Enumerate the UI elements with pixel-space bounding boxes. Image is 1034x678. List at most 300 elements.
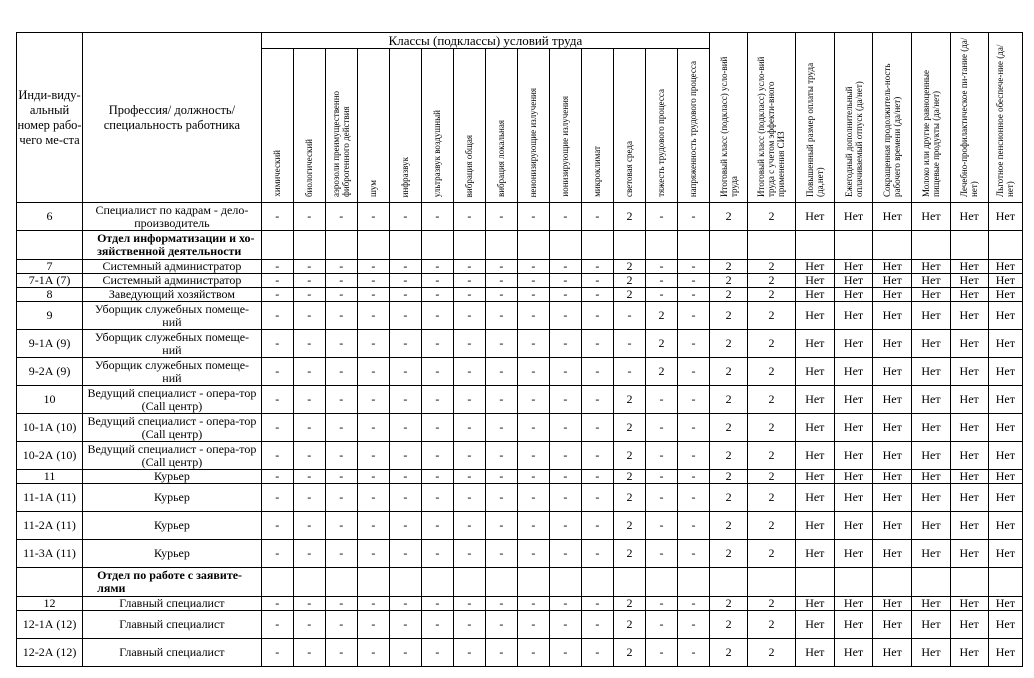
factor-cell: - (549, 414, 581, 442)
factor-cell: 2 (613, 414, 645, 442)
factor-cell: - (581, 330, 613, 358)
factor-cell: - (677, 203, 709, 231)
benefit-cell: Нет (795, 288, 834, 302)
benefit-cell: Нет (834, 302, 872, 330)
factor-cell: - (389, 288, 421, 302)
empty-cell (517, 231, 549, 260)
factor-cell: - (517, 540, 549, 568)
empty-cell (988, 231, 1022, 260)
workplace-number-cell: 12-1А (12) (17, 611, 83, 639)
factor-cell: - (517, 358, 549, 386)
table-row (17, 611, 1023, 639)
header-factor-0: химический (261, 49, 293, 203)
factor-cell: - (677, 386, 709, 414)
empty-cell (873, 231, 912, 260)
factor-cell: - (261, 484, 293, 512)
empty-cell (581, 231, 613, 260)
factor-cell: - (517, 414, 549, 442)
benefit-cell: Нет (912, 302, 950, 330)
factor-cell: - (549, 260, 581, 274)
factor-cell: - (357, 203, 389, 231)
factor-cell: - (261, 203, 293, 231)
factor-cell: - (645, 260, 677, 274)
profession-cell: Системный администратор (83, 274, 262, 288)
factor-cell: - (453, 358, 485, 386)
workplace-number-cell: 8 (17, 288, 83, 302)
factor-cell: - (421, 639, 453, 667)
benefit-cell: Нет (873, 302, 912, 330)
workplace-number-cell: 11-2А (11) (17, 512, 83, 540)
factor-cell: 2 (613, 611, 645, 639)
table-row (17, 512, 1023, 540)
factor-cell: - (677, 274, 709, 288)
factor-cell: - (325, 540, 357, 568)
factor-cell: - (645, 288, 677, 302)
header-factor-13: напряженность трудового процесса (677, 49, 709, 203)
profession-cell: Уборщик служебных помеще-ний (83, 358, 262, 386)
factor-cell: - (517, 330, 549, 358)
benefit-cell: Нет (988, 470, 1022, 484)
benefit-cell: Нет (912, 639, 950, 667)
factor-cell: - (549, 330, 581, 358)
factor-cell: - (357, 302, 389, 330)
header-factor-11: световая среда (613, 49, 645, 203)
header-factor-7: вибрация локальная (485, 49, 517, 203)
section-row (17, 568, 1023, 597)
factor-cell: - (421, 203, 453, 231)
factor-cell: - (325, 288, 357, 302)
empty-cell (645, 231, 677, 260)
factor-cell: - (325, 302, 357, 330)
factor-cell: - (645, 484, 677, 512)
empty-cell (517, 568, 549, 597)
benefit-cell: Нет (988, 274, 1022, 288)
factor-cell: - (357, 470, 389, 484)
final-class-cell: 2 (748, 597, 796, 611)
empty-cell (549, 568, 581, 597)
factor-cell: - (453, 442, 485, 470)
benefit-cell: Нет (873, 330, 912, 358)
factor-cell: - (357, 639, 389, 667)
factor-cell: - (517, 484, 549, 512)
benefit-cell: Нет (834, 203, 872, 231)
factor-cell: - (645, 442, 677, 470)
benefit-cell: Нет (834, 414, 872, 442)
benefit-cell: Нет (873, 597, 912, 611)
benefit-cell: Нет (988, 330, 1022, 358)
factor-cell: - (293, 414, 325, 442)
final-class-cell: 2 (748, 386, 796, 414)
factor-cell: - (517, 288, 549, 302)
factor-cell: - (581, 288, 613, 302)
profession-cell: Заведующий хозяйством (83, 288, 262, 302)
factor-cell: - (421, 414, 453, 442)
final-class-cell: 2 (748, 611, 796, 639)
final-class-cell: 2 (748, 330, 796, 358)
benefit-cell: Нет (873, 512, 912, 540)
factor-cell: - (293, 203, 325, 231)
factor-cell: - (293, 512, 325, 540)
header-extra-1: Итоговый класс (подкласс) усло-вий труда с учетом эффекти-вного применения СИЗ (748, 33, 796, 203)
final-class-cell: 2 (710, 302, 748, 330)
factor-cell: - (549, 288, 581, 302)
factor-cell: - (325, 330, 357, 358)
factor-cell: - (549, 484, 581, 512)
factor-cell: - (453, 386, 485, 414)
empty-cell (677, 231, 709, 260)
factor-cell: - (421, 260, 453, 274)
factor-cell: 2 (613, 639, 645, 667)
factor-cell: 2 (645, 330, 677, 358)
factor-cell: - (453, 597, 485, 611)
benefit-cell: Нет (834, 639, 872, 667)
empty-cell (795, 231, 834, 260)
factor-cell: - (389, 597, 421, 611)
factor-cell: - (261, 442, 293, 470)
workplace-number-cell: 10-2А (10) (17, 442, 83, 470)
factor-cell: - (581, 442, 613, 470)
factor-cell: - (645, 597, 677, 611)
header-factor-1: биологический (293, 49, 325, 203)
factor-cell: - (485, 470, 517, 484)
factor-cell: - (293, 611, 325, 639)
final-class-cell: 2 (710, 512, 748, 540)
profession-cell: Ведущий специалист - опера-тор (Call центр) (83, 386, 262, 414)
benefit-cell: Нет (950, 540, 988, 568)
factor-cell: - (261, 386, 293, 414)
benefit-cell: Нет (834, 274, 872, 288)
factor-cell: - (389, 260, 421, 274)
header-extra-7: Льготное пенсионное обеспече-ние (да/нет) (988, 33, 1022, 203)
factor-cell: - (677, 358, 709, 386)
factor-cell: - (293, 260, 325, 274)
workplace-number-cell: 10 (17, 386, 83, 414)
factor-cell: - (389, 302, 421, 330)
factor-cell: - (549, 540, 581, 568)
factor-cell: - (485, 330, 517, 358)
benefit-cell: Нет (834, 442, 872, 470)
factor-cell: - (677, 288, 709, 302)
empty-cell (795, 568, 834, 597)
factor-cell: - (293, 302, 325, 330)
header-factor-5: ультразвук воздушный (421, 49, 453, 203)
final-class-cell: 2 (748, 442, 796, 470)
benefit-cell: Нет (988, 358, 1022, 386)
factor-cell: - (421, 611, 453, 639)
profession-cell: Главный специалист (83, 597, 262, 611)
empty-cell (293, 231, 325, 260)
final-class-cell: 2 (710, 442, 748, 470)
profession-cell: Главный специалист (83, 611, 262, 639)
factor-cell: - (549, 302, 581, 330)
benefit-cell: Нет (950, 330, 988, 358)
factor-cell: - (677, 260, 709, 274)
factor-cell: - (677, 330, 709, 358)
factor-cell: - (485, 274, 517, 288)
factor-cell: - (421, 470, 453, 484)
benefit-cell: Нет (834, 330, 872, 358)
factor-cell: - (325, 414, 357, 442)
final-class-cell: 2 (748, 302, 796, 330)
benefit-cell: Нет (873, 358, 912, 386)
factor-cell: - (453, 302, 485, 330)
factor-cell: - (581, 386, 613, 414)
empty-cell (988, 568, 1022, 597)
benefit-cell: Нет (988, 288, 1022, 302)
factor-cell: - (357, 260, 389, 274)
factor-cell: - (645, 414, 677, 442)
benefit-cell: Нет (873, 386, 912, 414)
workplace-number-cell: 6 (17, 203, 83, 231)
empty-cell (748, 231, 796, 260)
factor-cell: - (325, 597, 357, 611)
profession-cell: Главный специалист (83, 639, 262, 667)
final-class-cell: 2 (710, 414, 748, 442)
final-class-cell: 2 (748, 288, 796, 302)
factor-cell: - (485, 442, 517, 470)
factor-cell: - (581, 414, 613, 442)
header-factor-6: вибрация общая (453, 49, 485, 203)
benefit-cell: Нет (912, 470, 950, 484)
benefit-cell: Нет (950, 597, 988, 611)
profession-cell: Ведущий специалист - опера-тор (Call центр) (83, 442, 262, 470)
benefit-cell: Нет (795, 639, 834, 667)
benefit-cell: Нет (950, 512, 988, 540)
factor-cell: - (677, 302, 709, 330)
workplace-number-cell: 11-3А (11) (17, 540, 83, 568)
benefit-cell: Нет (834, 611, 872, 639)
benefit-cell: Нет (912, 330, 950, 358)
benefit-cell: Нет (795, 442, 834, 470)
factor-cell: - (261, 597, 293, 611)
factor-cell: - (549, 639, 581, 667)
table-row (17, 330, 1023, 358)
factor-cell: - (453, 484, 485, 512)
workplace-number-cell: 10-1А (10) (17, 414, 83, 442)
factor-cell: - (325, 442, 357, 470)
benefit-cell: Нет (950, 386, 988, 414)
benefit-cell: Нет (795, 386, 834, 414)
profession-cell: Курьер (83, 512, 262, 540)
factor-cell: - (357, 512, 389, 540)
factor-cell: - (485, 260, 517, 274)
factor-cell: - (677, 484, 709, 512)
factor-cell: - (357, 288, 389, 302)
benefit-cell: Нет (795, 358, 834, 386)
factor-cell: - (677, 442, 709, 470)
factor-cell: - (325, 386, 357, 414)
profession-cell: Уборщик служебных помеще-ний (83, 330, 262, 358)
factor-cell: - (357, 274, 389, 288)
factor-cell: - (325, 260, 357, 274)
factor-cell: - (677, 611, 709, 639)
benefit-cell: Нет (795, 330, 834, 358)
factor-cell: - (517, 302, 549, 330)
benefit-cell: Нет (834, 540, 872, 568)
header-profession: Профессия/ должность/ специальность работника (83, 33, 262, 203)
factor-cell: - (581, 358, 613, 386)
workplace-number-cell: 9-1А (9) (17, 330, 83, 358)
factor-cell: - (485, 358, 517, 386)
factor-cell: - (485, 386, 517, 414)
factor-cell: 2 (645, 302, 677, 330)
benefit-cell: Нет (834, 512, 872, 540)
factor-cell: - (421, 358, 453, 386)
header-extra-3: Ежегодный дополнительный оплачиваемый отпуск (да/нет) (834, 33, 872, 203)
factor-cell: - (389, 203, 421, 231)
factor-cell: - (549, 358, 581, 386)
empty-cell (485, 568, 517, 597)
final-class-cell: 2 (748, 639, 796, 667)
benefit-cell: Нет (834, 386, 872, 414)
factor-cell: - (357, 330, 389, 358)
factor-cell: - (421, 386, 453, 414)
empty-cell (453, 231, 485, 260)
section-title: Отдел по работе с заявите-лями (83, 568, 262, 597)
factor-cell: - (677, 414, 709, 442)
factor-cell: - (453, 203, 485, 231)
factor-cell: - (389, 484, 421, 512)
factor-cell: - (485, 597, 517, 611)
factor-cell: - (581, 611, 613, 639)
workplace-number-cell: 7-1А (7) (17, 274, 83, 288)
profession-cell: Курьер (83, 470, 262, 484)
profession-cell: Курьер (83, 484, 262, 512)
factor-cell: - (677, 597, 709, 611)
benefit-cell: Нет (795, 470, 834, 484)
benefit-cell: Нет (988, 512, 1022, 540)
factor-cell: - (421, 288, 453, 302)
final-class-cell: 2 (710, 288, 748, 302)
factor-cell: - (357, 597, 389, 611)
benefit-cell: Нет (912, 484, 950, 512)
benefit-cell: Нет (795, 540, 834, 568)
benefit-cell: Нет (988, 442, 1022, 470)
final-class-cell: 2 (710, 470, 748, 484)
empty-cell (261, 231, 293, 260)
table-row (17, 203, 1023, 231)
workplace-number-cell: 9-2А (9) (17, 358, 83, 386)
workplace-number-cell: 7 (17, 260, 83, 274)
factor-cell: - (421, 330, 453, 358)
factor-cell: - (549, 512, 581, 540)
factor-cell: - (453, 288, 485, 302)
empty-cell (389, 568, 421, 597)
factor-cell: - (261, 330, 293, 358)
table-row (17, 288, 1023, 302)
factor-cell: - (261, 512, 293, 540)
header-factor-4: инфразвук (389, 49, 421, 203)
factor-cell: - (485, 484, 517, 512)
final-class-cell: 2 (710, 639, 748, 667)
factor-cell: 2 (613, 274, 645, 288)
final-class-cell: 2 (710, 358, 748, 386)
factor-cell: - (581, 203, 613, 231)
factor-cell: - (421, 442, 453, 470)
factor-cell: - (389, 540, 421, 568)
working-conditions-table (16, 32, 1023, 667)
factor-cell: - (325, 512, 357, 540)
benefit-cell: Нет (950, 274, 988, 288)
factor-cell: - (453, 512, 485, 540)
empty-cell (357, 231, 389, 260)
benefit-cell: Нет (834, 597, 872, 611)
factor-cell: - (453, 470, 485, 484)
factor-cell: - (613, 302, 645, 330)
final-class-cell: 2 (748, 470, 796, 484)
factor-cell: - (485, 540, 517, 568)
benefit-cell: Нет (988, 597, 1022, 611)
empty-cell (834, 231, 872, 260)
factor-cell: - (517, 512, 549, 540)
header-extra-2: Повышенный размер оплаты труда (да,нет) (795, 33, 834, 203)
factor-cell: - (453, 639, 485, 667)
section-row (17, 231, 1023, 260)
factor-cell: - (581, 470, 613, 484)
empty-cell (912, 568, 950, 597)
benefit-cell: Нет (795, 597, 834, 611)
factor-cell: - (421, 274, 453, 288)
benefit-cell: Нет (834, 288, 872, 302)
final-class-cell: 2 (710, 260, 748, 274)
benefit-cell: Нет (912, 288, 950, 302)
factor-cell: - (261, 414, 293, 442)
factor-cell: - (293, 288, 325, 302)
benefit-cell: Нет (873, 203, 912, 231)
factor-cell: - (485, 611, 517, 639)
factor-cell: 2 (613, 470, 645, 484)
factor-cell: - (517, 639, 549, 667)
factor-cell: - (645, 203, 677, 231)
header-factor-2: аэрозоли преимущественно фиброгенного действия (325, 49, 357, 203)
benefit-cell: Нет (988, 414, 1022, 442)
benefit-cell: Нет (873, 288, 912, 302)
factor-cell: - (485, 288, 517, 302)
benefit-cell: Нет (834, 260, 872, 274)
factor-cell: - (325, 203, 357, 231)
benefit-cell: Нет (795, 512, 834, 540)
factor-cell: - (677, 512, 709, 540)
benefit-cell: Нет (988, 611, 1022, 639)
final-class-cell: 2 (710, 611, 748, 639)
factor-cell: - (261, 540, 293, 568)
benefit-cell: Нет (950, 639, 988, 667)
factor-cell: - (293, 330, 325, 358)
factor-cell: 2 (613, 484, 645, 512)
factor-cell: - (581, 639, 613, 667)
header-factor-9: ионизирующие излучения (549, 49, 581, 203)
factor-cell: 2 (613, 512, 645, 540)
benefit-cell: Нет (873, 274, 912, 288)
empty-cell (710, 231, 748, 260)
factor-cell: - (357, 484, 389, 512)
factor-cell: - (261, 358, 293, 386)
factor-cell: - (389, 386, 421, 414)
factor-cell: 2 (613, 540, 645, 568)
benefit-cell: Нет (795, 260, 834, 274)
empty-cell (549, 231, 581, 260)
benefit-cell: Нет (988, 302, 1022, 330)
factor-cell: - (293, 274, 325, 288)
empty-cell (710, 568, 748, 597)
final-class-cell: 2 (748, 540, 796, 568)
benefit-cell: Нет (873, 442, 912, 470)
factor-cell: - (645, 639, 677, 667)
factor-cell: - (421, 302, 453, 330)
table-row (17, 442, 1023, 470)
factor-cell: - (261, 611, 293, 639)
final-class-cell: 2 (748, 414, 796, 442)
